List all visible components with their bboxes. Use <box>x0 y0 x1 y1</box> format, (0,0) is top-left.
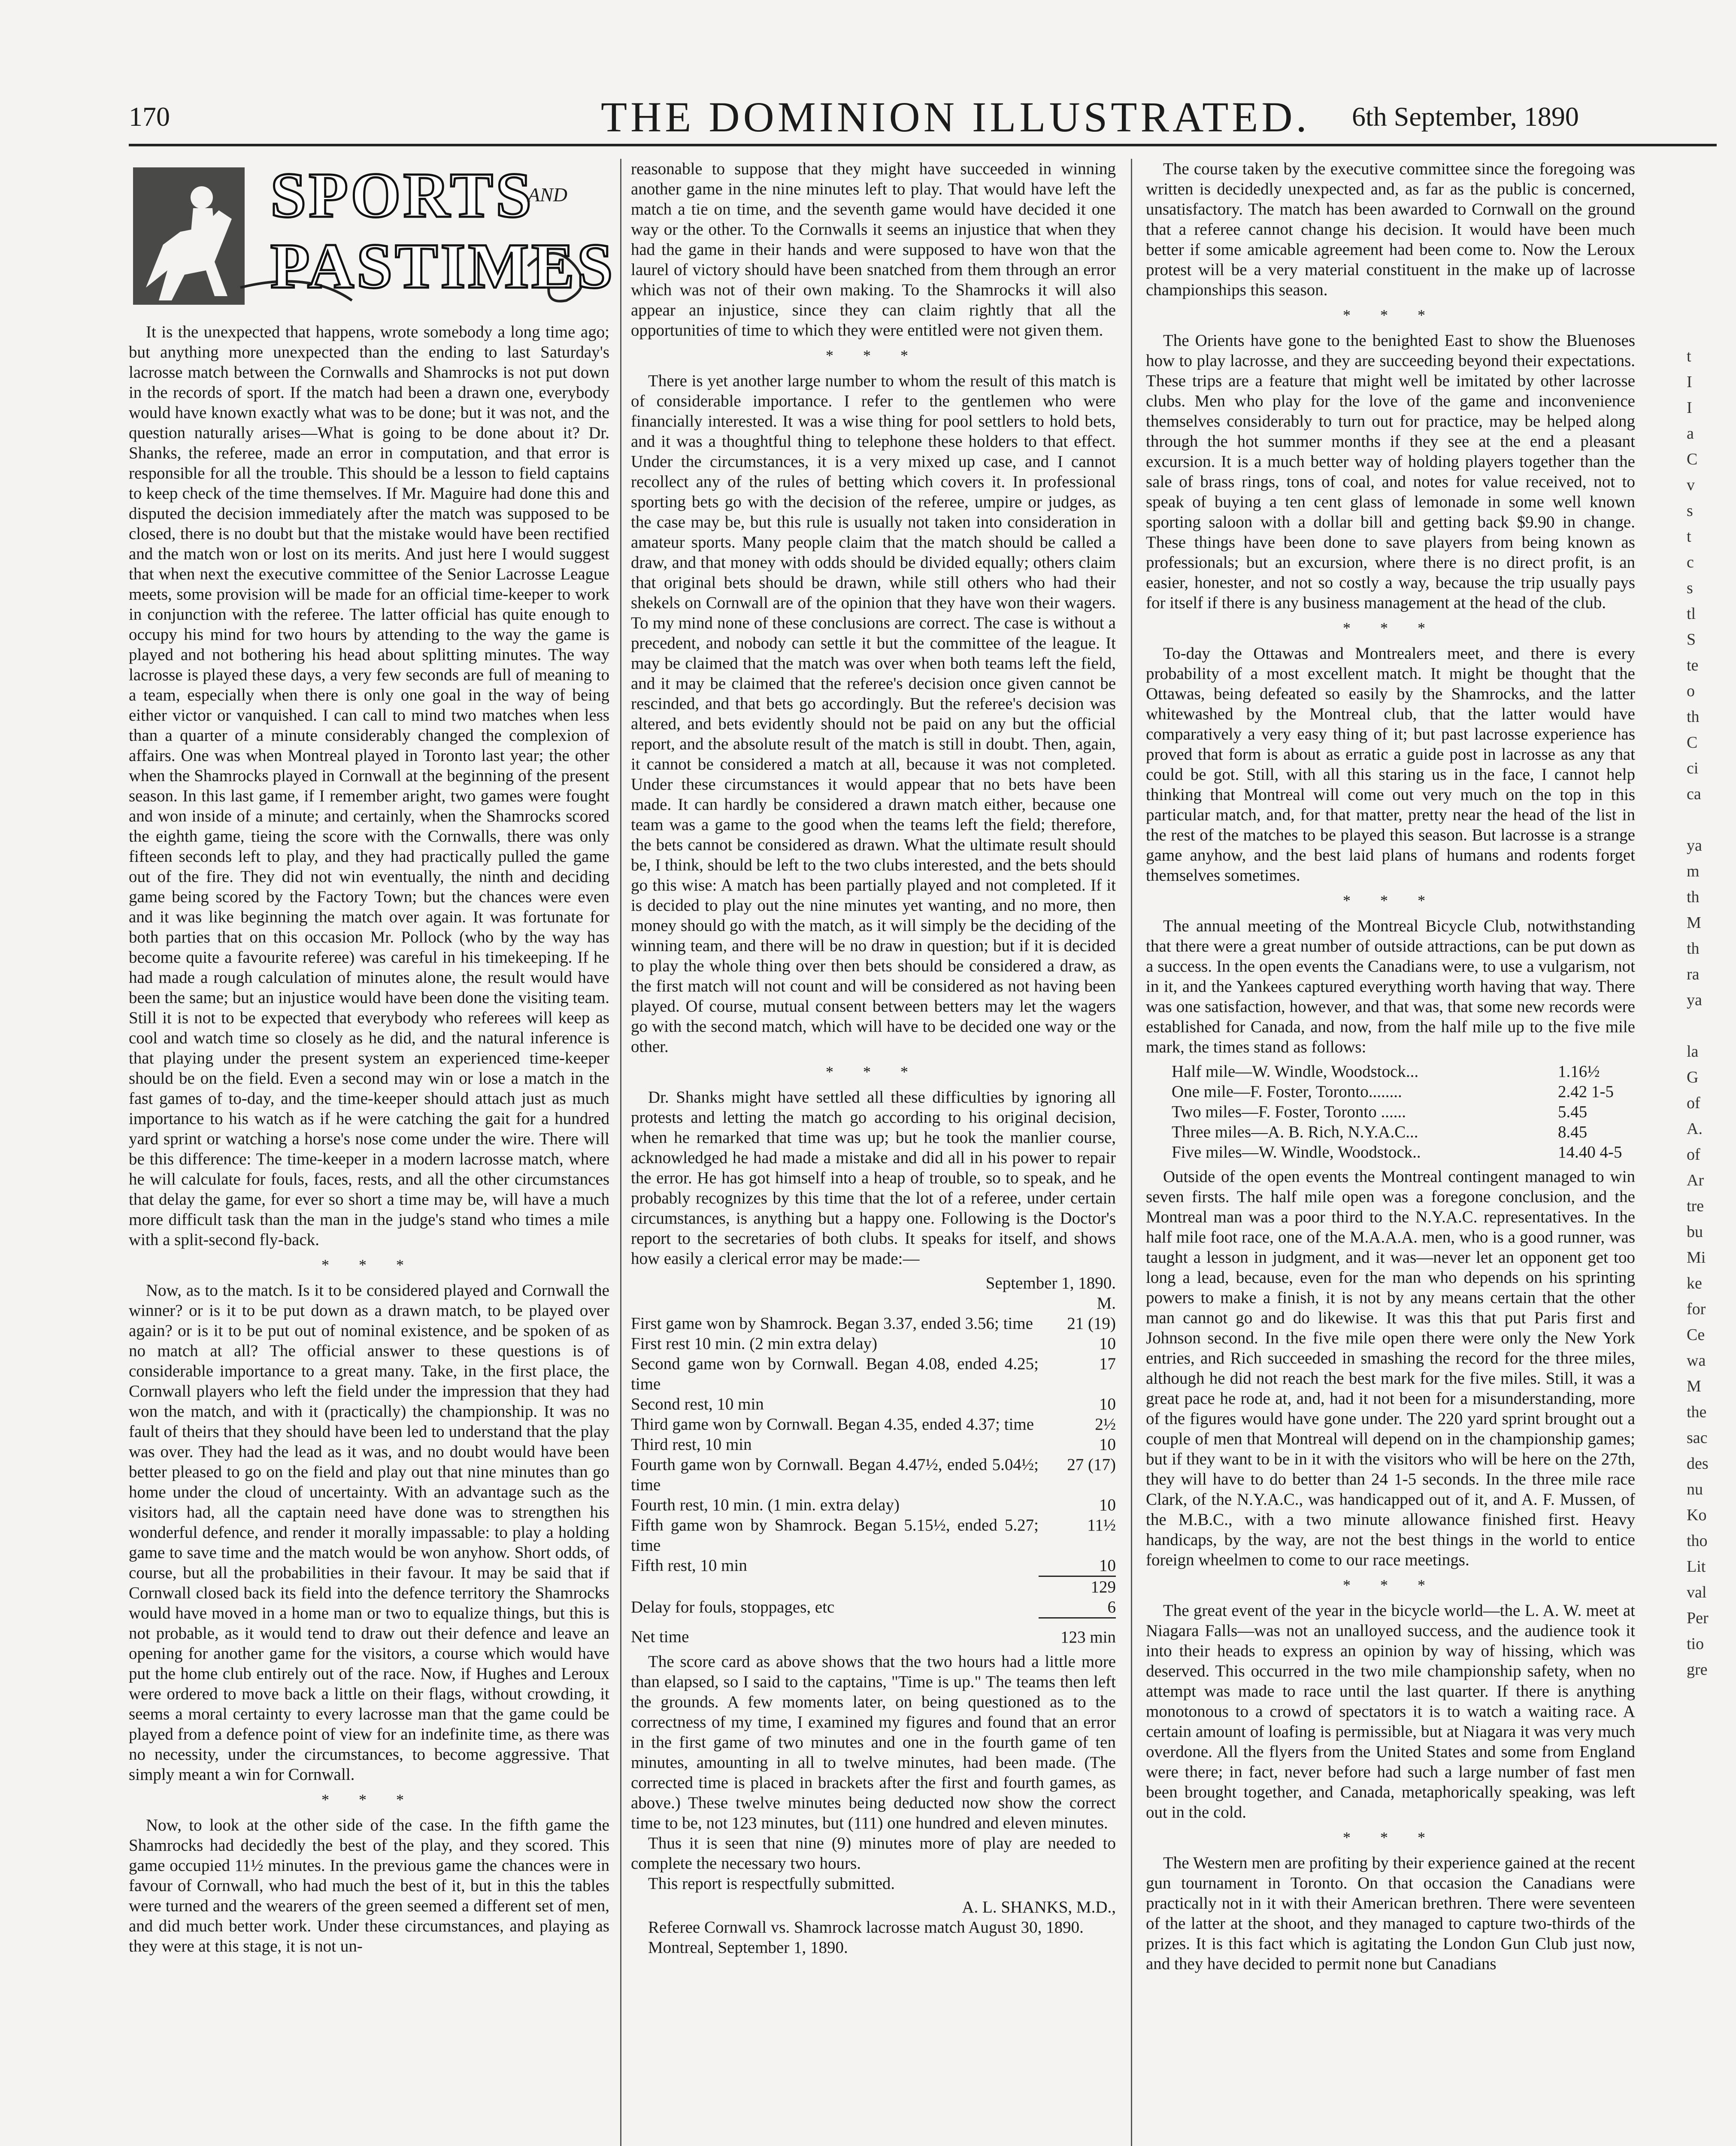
table-row <box>631 1434 1116 1455</box>
row-value: 10 <box>1099 1435 1116 1454</box>
table-row <box>1172 1061 1635 1082</box>
edge-fragment-line: la <box>1687 1043 1699 1061</box>
paragraph: Dr. Shanks might have settled all these difficulties by ignoring all protests and letting the match go according to his original decision, when he remarked that time was up; but he took the manlier course, acknowledged he had made a mistake and did all in his power to repair the error. He has got himself into a heap of trouble, so to speak, and he probably recognizes by this time that the lot of a referee, under certain circumstances, is anything but a happy one. Following is the Doctor's report to the secretaries of both clubs. It speaks for itself, and shows how easily a clerical error may be made:— <box>631 1088 1116 1268</box>
row-label: Delay for fouls, stoppages, etc <box>631 1598 835 1616</box>
report-date: September 1, 1890. <box>985 1274 1116 1292</box>
table-header-row <box>631 1293 1116 1313</box>
edge-fragment-line: tio <box>1687 1635 1704 1653</box>
record-label: Half mile—W. Windle, Woodstock... <box>1172 1062 1419 1081</box>
column-3 <box>1146 159 1635 1974</box>
record-label: One mile—F. Foster, Toronto........ <box>1172 1082 1402 1101</box>
record-label: Five miles—W. Windle, Woodstock.. <box>1172 1143 1421 1161</box>
page-header <box>0 92 1736 148</box>
row-value: 10 <box>1099 1496 1116 1514</box>
signature-name: A. L. SHANKS, M.D., <box>962 1898 1116 1916</box>
record-label: Two miles—F. Foster, Toronto ...... <box>1172 1103 1406 1121</box>
table-row <box>631 1597 1116 1618</box>
table-row <box>631 1455 1116 1495</box>
edge-fragment-line: t <box>1687 347 1691 365</box>
signature-role: Referee Cornwall vs. Shamrock lacrosse match August 30, 1890. <box>648 1918 1084 1937</box>
edge-fragment-line: M <box>1687 1377 1701 1395</box>
edge-fragment-line: wa <box>1687 1352 1706 1370</box>
time-report-table <box>631 1293 1116 1647</box>
section-separator: * * * <box>1343 1829 1438 1846</box>
section-separator: * * * <box>1343 1576 1438 1594</box>
row-value: 17 <box>1099 1355 1116 1373</box>
edge-fragment-line: Mi <box>1687 1249 1706 1267</box>
paragraph: The score card as above shows that the two hours had a little more than elapsed, so I said to the captains, "Time is up." The teams then left the grounds. A few moments later, on being questioned as to the correctness of my time, I examined my figures and found that an error in the first game of two minutes and one in the fourth game of ten minutes, amounting in all to twelve minutes, had been made. (The corrected time is placed in brackets after the first and fourth games, as above.) These twelve minutes being deducted now show the correct time to be, not 123 minutes, but (111) one hundred and eleven minutes. <box>631 1652 1116 1832</box>
table-row <box>631 1555 1116 1576</box>
edge-fragment-line: tho <box>1687 1532 1708 1550</box>
column-2 <box>631 159 1116 1958</box>
edge-fragment-line: gre <box>1687 1661 1708 1679</box>
record-time: 5.45 <box>1558 1103 1588 1121</box>
section-separator: * * * <box>1343 619 1438 637</box>
edge-fragment-line: Ko <box>1687 1506 1707 1524</box>
paragraph: The course taken by the executive committee since the foregoing was written is decidedly unexpected and, as far as the public is concerned, unsatisfactory. The match has been awarded to Cornwall on the ground that a referee cannot change his decision. It would have been much better if some amicable agreement had been come to. Now the Leroux protest will be a very material constituent in the make up of lacrosse championships this season. <box>1146 160 1635 299</box>
paragraph: Now, to look at the other side of the case. In the fifth game the Shamrocks had decidedly the best of the play, and they scored. This game occupied 11½ minutes. In the previous game the chances were in favour of Cornwall, who had much the best of it, but in this the tables were turned and the wearers of the green seemed a different set of men, and did much better work. Under these circumstances, and playing as they were at this stage, it is not un- <box>129 1816 609 1955</box>
edge-fragment-line: t <box>1687 527 1691 546</box>
column-divider <box>620 159 621 2146</box>
paragraph: There is yet another large number to whom the result of this match is of considerable importance. I refer to the gentlemen who were financially interested. It was a wise thing for pool settlers to hold bets, and it was a thoughtful thing to telephone these holders to that effect. Under the circumstances, it is a very mixed up case, and I cannot recollect any of the rules of betting which covers it. In professional sporting bets go with the decision of the referee, umpire or judges, as the case may be, but this rule is usually not taken into consideration in amateur sports. Many people claim that the match should be called a draw, and that money with odds should be divided equally; others claim that original bets should be drawn, while still others who had their shekels on Cornwall are of the opinion that they have won their wagers. To my mind none of these conclusions are correct. The case is without a precedent, and nobody can settle it but the committee of the league. It may be claimed that the match was over when both teams left the field, and it may be claimed that the referee's decision once given cannot be rescinded, and that bets go accordingly. But the referee's decision was altered, and bets evidently should not be paid on any but the official report, and the absolute result of the match is still in doubt. Then, again, it cannot be considered a match at all, because it was not completed. Under these circumstances it would appear that no bets have been made. It can hardly be considered a drawn match either, because one team was a game to the good when the teams left the field; therefore, the bets cannot be considered as drawn. What the ultimate result should be, I think, should be left to the two clubs interested, and the bets should go this wise: A match has been partially played and not completed. If it is decided to play out the nine minutes yet wanting, and no more, then money should go with the match, as it will simply be the deciding of the winning team, and there will be no draw in question; but if it is decided to play the whole thing over then bets should be considered a draw, as the first match will not count and will be considered as not having been played. Of course, mutual consent between betters may let the wagers go with the second match, which will have to be decided one way or the other. <box>631 372 1116 1056</box>
record-time: 14.40 4-5 <box>1558 1143 1622 1161</box>
table-row <box>631 1313 1116 1334</box>
subtotal-row <box>631 1576 1116 1597</box>
edge-fragment-line: Ce <box>1687 1326 1705 1344</box>
record-label: Three miles—A. B. Rich, N.Y.A.C... <box>1172 1123 1418 1141</box>
table-row <box>631 1354 1116 1394</box>
signature-place: Montreal, September 1, 1890. <box>648 1938 848 1957</box>
edge-fragment-line: th <box>1687 940 1700 958</box>
row-label: Fifth rest, 10 min <box>631 1556 747 1575</box>
edge-fragment-line <box>1687 1013 1736 1039</box>
paragraph: The Western men are profiting by their experience gained at the recent gun tournament in Toronto. On that occasion the Canadians were practically not in it with their American brethren. There were seventeen of the latter at the shoot, and they managed to capture two-thirds of the prizes. It is this fact which is agitating the London Gun Club just now, and they have decided to permit none but Canadians <box>1146 1854 1635 1973</box>
paragraph: Outside of the open events the Montreal contingent managed to win seven firsts. The half mile open was a foregone conclusion, and the Montreal man was a poor third to the N.Y.A.C. representatives. In the half mile foot race, one of the M.A.A.A. men, who is a good runner, was taught a lesson in judgment, and it was—never let an opponent get too long a lead, because, even for the man who depends on his sprinting powers to make a finish, it is not by any means certain that the other man cannot go and do likewise. It was this that put Paris first and Johnson second. In the five mile open there were only the New York entries, and Rich succeeded in smashing the record for the three miles, although he did not reach the best mark for the five miles. Still, it was a great pace he rode at, and, had it not been for a misunderstanding, more of the figures would have gone under. The 220 yard sprint brought out a couple of men that Montreal will depend on in the championship games; but if they want to be in it with the visitors who will be here on the 27th, they will have to do better than 24 1-5 seconds. In the three mile race Clark, of the N.Y.A.C., was handicapped out of it, and A. F. Mussen, of the M.B.C., with a two minute allowance finished first. Heavy handicaps, by the way, are not the best things in the world to entice foreign wheelmen to come to our race meetings. <box>1146 1167 1635 1569</box>
edge-fragment-line: ra <box>1687 965 1700 983</box>
edge-fragment-line: bu <box>1687 1223 1703 1241</box>
section-separator: * * * <box>826 347 921 364</box>
net-time-value: 123 min <box>1039 1618 1116 1648</box>
edge-fragment-line: G <box>1687 1068 1699 1086</box>
record-time: 2.42 1-5 <box>1558 1082 1614 1101</box>
row-label: Fifth game won by Shamrock. Began 5.15½, ended 5.27; time <box>631 1516 1039 1555</box>
paragraph: Thus it is seen that nine (9) minutes more of play are needed to complete the necessary two hours. <box>631 1834 1116 1873</box>
edge-fragment-line: a <box>1687 424 1694 443</box>
edge-fragment-line: Per <box>1687 1609 1709 1627</box>
edge-fragment-line: s <box>1687 579 1693 597</box>
table-row <box>631 1414 1116 1434</box>
issue-date: 6th September, 1890 <box>1352 101 1579 132</box>
table-row <box>631 1515 1116 1555</box>
row-label: Third rest, 10 min <box>631 1435 752 1454</box>
records-table <box>1172 1061 1635 1162</box>
page-number: 170 <box>129 101 170 132</box>
paragraph: It is the unexpected that happens, wrote somebody a long time ago; but anything more unexpected than the ending to last Saturday's lacrosse match between the Cornwalls and Shamrocks is not put down in the records of sport. If the match had been a drawn one, everybody would have known exactly what was to be done; but it was not, and the question naturally arises—What is going to be done about it? Dr. Shanks, the referee, made an error in computation, and that error is responsible for all the trouble. This should be a lesson to field captains to keep check of the time themselves. If Mr. Maguire had done this and disputed the decision immediately after the match was supposed to be closed, there is no doubt but that the mistake would have been rectified and the match won or lost on its merits. And just here I would suggest that when next the executive committee of the Senior Lacrosse League meets, some provision will be made for an official time-keeper to work in conjunction with the referee. The latter official has quite enough to occupy his mind for two hours by attending to the way the game is played and not bothering his head about splitting minutes. The way lacrosse is played these days, a very few seconds are full of meaning to a team, especially when there is only one goal in the way of being either victor or vanquished. I can call to mind two matches when less than a quarter of a minute considerably changed the complexion of affairs. One was when Montreal played in Toronto last year; the other when the Shamrocks played in Cornwall at the beginning of the present season. In this last game, if I remember aright, two games were fought and won inside of a minute; and certainly, when the Shamrocks scored the eighth game, tieing the score with the Cornwalls, there was only fifteen seconds left to play, and they had practically pulled the game out of the fire. They did not win eventually, the ninth and deciding game being scored by the Factory Town; but the chances were even and it was like beginning the match over again. It was fortunate for both parties that on this occasion Mr. Pollock (who by the way has become quite a favourite referee) was careful in his timekeeping. If he had made a rough calculation of minutes alone, the result would have been the same; but an injustice would have been done the visiting team. Still it is not to be expected that everybody who referees will keep as cool and watch time so closely as he did, and the natural inference is that playing under the present system an experienced time-keeper should be on the field. Even a second may win or lose a match in the fast games of to-day, and the time-keeper should attach just as much importance to his watch as if he were catching the gait for a hundred yard sprint or watching a horse's nose come under the wire. There will be this difference: The time-keeper in a modern lacrosse match, where he will calculate for fouls, faces, rests, and all the other circumstances that delay the game, for ever so short a time may be, will have a much more difficult task than the man in the judge's stand who times a mile with a split-second fly-back. <box>129 323 609 1249</box>
edge-fragment-line: I <box>1687 373 1692 391</box>
edge-fragment-line: m <box>1687 862 1700 880</box>
paragraph: The great event of the year in the bicycle world—the L. A. W. meet at Niagara Falls—was not an unalloyed success, and the audience took it into their heads to express an opinion by way of hissing, which was deserved. This occurred in the two mile championship safety, when no attempt was made to race until the last quarter. If there is anything monotonous to a crowd of spectators it is to watch a waiting race. A certain amount of loafing is permissible, but at Niagara it was very much overdone. All the flyers from the United States and some from England were there; in fact, never before had such a large number of fast men been brought together, and Canada, metaphorically speaking, was left out in the cold. <box>1146 1601 1635 1822</box>
edge-fragment-line: o <box>1687 682 1695 700</box>
paragraph: reasonable to suppose that they might have succeeded in winning another game in the nine minutes left to play. That would have left the match a tie on time, and the seventh game would have decided it one way or the other. To the Cornwalls it seems an injustice that when they had the game in their hands and were supposed to have won that the laurel of victory should have been snatched from them through an error which was not of their own making. To the Shamrocks it will also appear an injustice, since they can claim rightly that all the opportunities of time to which they were entitled were not given them. <box>631 160 1116 339</box>
row-label: Fourth rest, 10 min. (1 min. extra delay) <box>631 1496 900 1514</box>
publication-title: THE DOMINION ILLUSTRATED. <box>601 93 1310 141</box>
row-value: 11½ <box>1087 1516 1116 1534</box>
edge-fragment-line: ya <box>1687 837 1702 855</box>
table-row <box>1172 1142 1635 1162</box>
table-row <box>1172 1082 1635 1102</box>
edge-fragment-line: th <box>1687 708 1700 726</box>
edge-fragment-line: nu <box>1687 1480 1703 1498</box>
adjacent-page-fragment <box>1687 343 1736 2146</box>
section-separator: * * * <box>321 1791 417 1808</box>
edge-fragment-line: ya <box>1687 991 1702 1009</box>
section-separator: * * * <box>826 1063 921 1080</box>
row-value: 6 <box>1107 1598 1116 1616</box>
paragraph: The Orients have gone to the benighted East to show the Bluenoses how to play lacrosse, and they are succeeding beyond their expectations. These trips are a feature that might well be imitated by other lacrosse clubs. Men who play for the love of the game and inconvenience themselves considerably to turn out for practice, may be helped along through the hot summer months if they see at the end a pleasant excursion. It is a much better way of holding players together than the sale of brass rings, tons of coal, and notes for value received, not to speak of buying a ten cent glass of lemonade in some well known sporting saloon with a dollar bill and getting back $9.90 in change. These things have been done to save players from being known as professionals; but an excursion, where there is no direct profit, is an easier, honester, and not so costly a way, because the trip usually pays for itself if there is any business management at the head of the club. <box>1146 331 1635 612</box>
subtotal-value: 129 <box>1039 1576 1116 1597</box>
row-value: 10 <box>1099 1556 1116 1575</box>
masthead-word-pastimes: PASTIMES <box>270 230 615 302</box>
edge-fragment-line <box>1687 807 1736 833</box>
edge-fragment-line: S <box>1687 630 1696 649</box>
net-time-row <box>631 1618 1116 1648</box>
edge-fragment-line: the <box>1687 1403 1707 1421</box>
row-value: 21 (19) <box>1067 1314 1116 1333</box>
edge-fragment-line: c <box>1687 553 1694 571</box>
edge-fragment-line: Lit <box>1687 1558 1706 1576</box>
table-row <box>1172 1122 1635 1142</box>
edge-fragment-line: te <box>1687 656 1699 674</box>
row-label: Second game won by Cornwall. Began 4.08, ended 4.25; time <box>631 1355 1039 1393</box>
edge-fragment-line: of <box>1687 1146 1700 1164</box>
edge-fragment-line: des <box>1687 1455 1709 1473</box>
masthead-word-and: AND <box>528 184 567 206</box>
row-label: First game won by Shamrock. Began 3.37, ended 3.56; time <box>631 1314 1033 1333</box>
edge-fragment-line: ke <box>1687 1274 1702 1292</box>
edge-fragment-line: sac <box>1687 1429 1708 1447</box>
edge-fragment-line: C <box>1687 450 1698 468</box>
column-1 <box>129 159 615 1956</box>
edge-fragment-line: th <box>1687 888 1700 906</box>
row-value: 10 <box>1099 1334 1116 1353</box>
edge-fragment-line: v <box>1687 476 1695 494</box>
row-label: Second rest, 10 min <box>631 1395 764 1413</box>
paragraph: Now, as to the match. Is it to be considered played and Cornwall the winner? or is it to be put down as a drawn match, to be played over again? or is it to be put out of nominal existence, and be spoken of as no match at all? The official answer to these questions is of considerable importance to a great many. Take, in the first place, the Cornwall players who left the field under the impression that they had won the match, and with it (practically) the championship. It was no fault of theirs that they should have been led to understand that the play was over. They had the lead as it was, and no doubt would have been better pleased to go on the field and play out that nine minutes than go home under the cloud of uncertainty. With an advantage such as the visitors had, all the captain need have done was to strengthen his wonderful defence, and render it morally impassable: to play a holding game to save time and the match would be won anyhow. Short odds, of course, but all the probabilities in their favour. It may be said that if Cornwall closed back its field into the defence territory the Shamrocks would have moved in a home man or two to equalize things, but this is not probable, as it would tend to draw out their defence and leave an opening for another game for the visitors, a course which would have put the home club entirely out of the race. Now, if Hughes and Leroux were ordered to move back a little on their flags, without crowding, it seems a moral certainty to every lacrosse man that the game could be played from a defence point of view for an indefinite time, as there was no necessity, under the circumstances, to become aggressive. That simply meant a win for Cornwall. <box>129 1281 609 1784</box>
row-value: 27 (17) <box>1067 1455 1116 1474</box>
edge-fragment-line: M <box>1687 914 1701 932</box>
record-time: 8.45 <box>1558 1123 1588 1141</box>
unit-label: M. <box>1097 1294 1116 1312</box>
paragraph: The annual meeting of the Montreal Bicycle Club, notwithstanding that there were a great number of outside attractions, can be put down as a success. In the open events the Canadians were, to use a vulgarism, not in it, and the Yankees captured everything worth having that way. There was one satisfaction, however, and that was, that some new records were established for Canada, and now, from the half mile up to the five mile mark, the times stand as follows: <box>1146 917 1635 1056</box>
table-row <box>631 1495 1116 1515</box>
section-separator: * * * <box>1343 306 1438 324</box>
record-time: 1.16½ <box>1558 1062 1600 1081</box>
edge-fragment-line: val <box>1687 1583 1707 1601</box>
edge-fragment-line: for <box>1687 1300 1706 1318</box>
edge-fragment-line: tre <box>1687 1197 1704 1215</box>
edge-fragment-line: A. <box>1687 1120 1703 1138</box>
edge-fragment-line: of <box>1687 1094 1700 1112</box>
row-label: First rest 10 min. (2 min extra delay) <box>631 1334 878 1353</box>
edge-fragment-line: tl <box>1687 605 1696 623</box>
section-separator: * * * <box>1343 892 1438 909</box>
table-row <box>631 1334 1116 1354</box>
row-value: 10 <box>1099 1395 1116 1413</box>
edge-fragment-line: ca <box>1687 785 1701 803</box>
masthead-word-sports: SPORTS <box>270 160 534 231</box>
row-value: 2½ <box>1095 1415 1116 1434</box>
edge-fragment-line: I <box>1687 399 1692 417</box>
section-separator: * * * <box>321 1256 417 1273</box>
row-label: Fourth game won by Cornwall. Began 4.47½, ended 5.04½; time <box>631 1455 1039 1494</box>
table-row <box>1172 1102 1635 1122</box>
edge-fragment-line: Ar <box>1687 1171 1704 1189</box>
row-label: Net time <box>631 1627 689 1646</box>
sports-and-pastimes-masthead <box>129 159 615 313</box>
header-rule <box>129 144 1717 146</box>
paragraph: To-day the Ottawas and Montrealers meet, and there is every probability of a most excellent match. It might be thought that the Ottawas, being defeated so easily by the Shamrocks, and the latter whitewashed by the Montreal club, that the latter would have comparatively a very easy thing of it; but past lacrosse experience has proved that form is about as erratic a guide post in lacrosse as any that could be got. Still, with all this staring us in the face, I cannot help thinking that Montreal will come out very much on the top in this particular match, and, for that matter, pretty near the head of the list in the rest of the matches to be played this season. But lacrosse is a strange game anyhow, and the best laid plans of humans and rodents forget themselves sometimes. <box>1146 644 1635 885</box>
paragraph: This report is respectfully submitted. <box>648 1874 895 1893</box>
edge-fragment-line: C <box>1687 734 1698 752</box>
table-row <box>631 1394 1116 1414</box>
edge-fragment-line: ci <box>1687 759 1699 777</box>
row-label: Third game won by Cornwall. Began 4.35, ended 4.37; time <box>631 1415 1034 1434</box>
edge-fragment-line: s <box>1687 502 1693 520</box>
column-divider <box>1131 159 1132 2146</box>
